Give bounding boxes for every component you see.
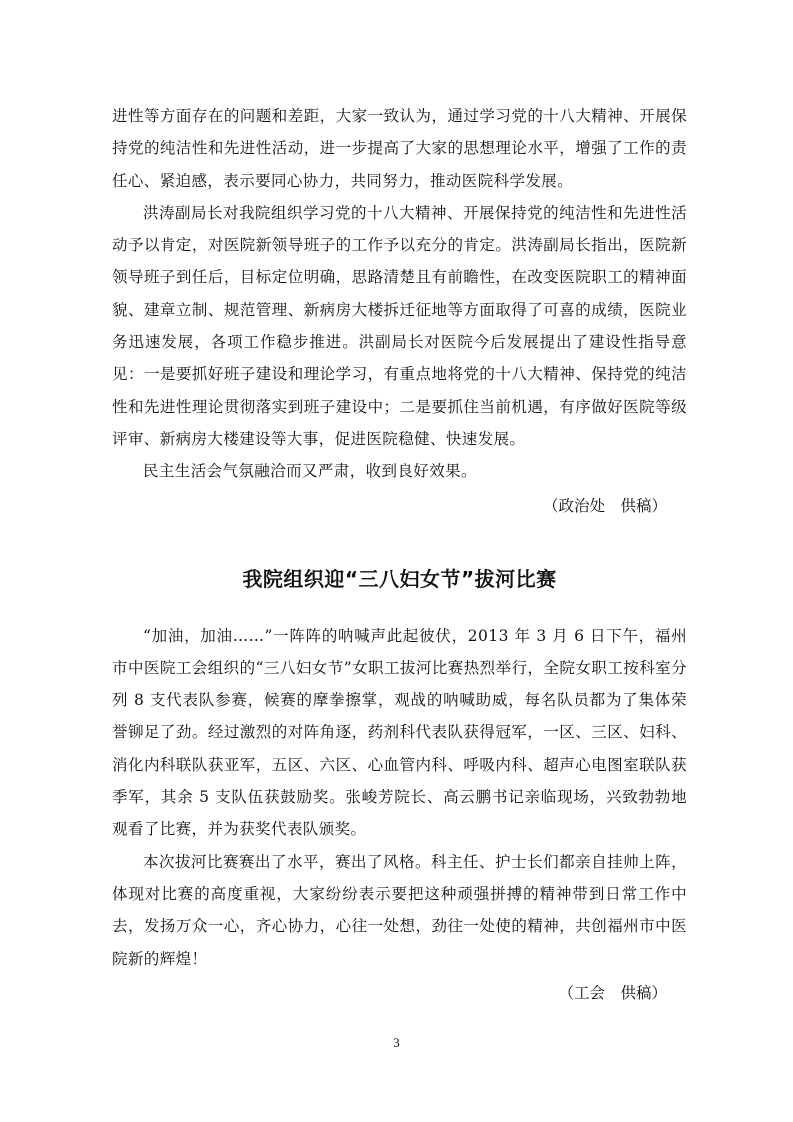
article-democratic-life-meeting (112, 100, 687, 522)
article1-paragraph-1: 进性等方面存在的问题和差距，大家一致认为，通过学习党的十八大精神、开展保持党的纯洁性和先进性活动，进一步提高了大家的思想理论水平，增强了工作的责任心、紧迫感，表示要同心协力，共同努力，推动医院科学发展。 (112, 107, 687, 190)
page-number: 3 (393, 1035, 400, 1050)
article2-paragraph-2: 本次拔河比赛赛出了水平，赛出了风格。科主任、护士长们都亲自挂帅上阵，体现对比赛的高度重视，大家纷纷表示要把这种顽强拼搏的精神带到日常工作中去，发扬万众一心，齐心协力，心往一处想，劲往一处使的精神，共创福州市中医院新的辉煌！ (112, 852, 687, 968)
page-content (112, 100, 687, 1009)
article2-source: （工会 供稿） (558, 983, 667, 1002)
article1-source: （政治处 供稿） (542, 496, 667, 515)
article1-paragraph-3: 民主生活会气氛融洽而又严肃，收到良好效果。 (143, 462, 477, 481)
article2-paragraph-1: “加油，加油……”一阵阵的呐喊声此起彼伏，2013 年 3 月 6 日下午，福州市中医院工会组织的“三八妇女节”女职工拔河比赛热烈举行，全院女职工按科室分列 8 支代表队参赛，候赛的摩拳擦掌，观战的呐喊助威，每名队员都为了集体荣誉铆足了劲。经过激烈的对阵角逐，药剂科代表队获得冠军，一区、三区、妇科、消化内科联队获亚军，五区、六区、心血管内科、呼吸内科、超声心电图室联队获季军，其余 5 支队伍获鼓励奖。张峻芳院长、高云鹏书记亲临现场，兴致勃勃地观看了比赛，并为获奖代表队颁奖。 (112, 626, 687, 839)
article2-title: 我院组织迎“三八妇女节”拔河比赛 (242, 566, 557, 591)
article1-paragraph-2: 洪涛副局长对我院组织学习党的十八大精神、开展保持党的纯洁性和先进性活动予以肯定，对医院新领导班子的工作予以充分的肯定。洪涛副局长指出，医院新领导班子到任后，目标定位明确，思路清楚且有前瞻性，在改变医院职工的精神面貌、建章立制、规范管理、新病房大楼拆迁征地等方面取得了可喜的成绩，医院业务迅速发展，各项工作稳步推进。洪副局长对医院今后发展提出了建设性指导意见：一是要抓好班子建设和理论学习，有重点地将党的十八大精神、保持党的纯洁性和先进性理论贯彻落实到班子建设中；二是要抓住当前机遇，有序做好医院等级评审、新病房大楼建设等大事，促进医院稳健、快速发展。 (112, 203, 687, 448)
article-tug-of-war (112, 564, 687, 1009)
